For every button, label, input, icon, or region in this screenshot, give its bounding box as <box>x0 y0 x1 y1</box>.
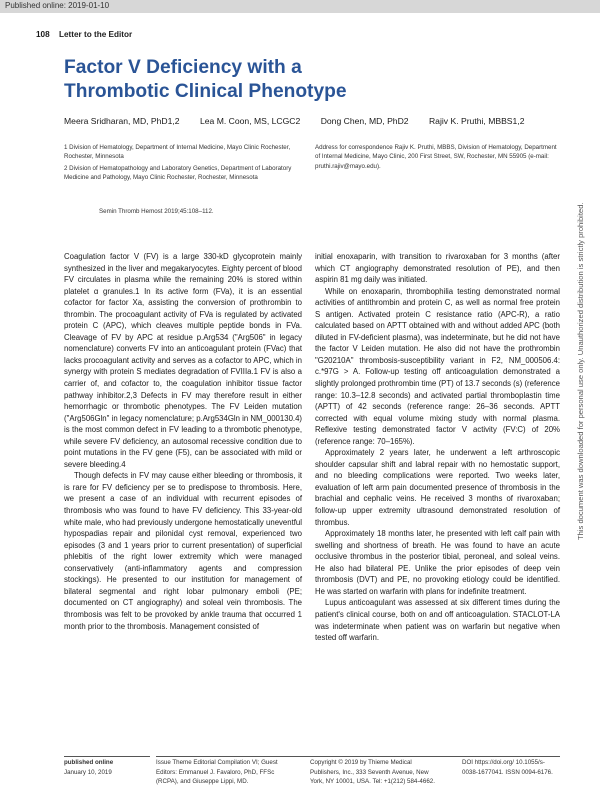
affiliations <box>64 143 302 185</box>
footer-rule <box>64 756 150 757</box>
paragraph: While on enoxaparin, thrombophilia testing demonstrated normal activities of antithrombin and protein C, as well as normal free protein S antigen. Activated protein C resistance ratio (APC-R), a ratio calculated based on APTT obtained with and without added APC (both diluted in FV-deficient plasma), was indeterminate, but he did not have the factor V Leiden mutation. He also did not have the prothrombin "G20210A" thrombosis-susceptibility variant in F2, NM_000506.4: c.*97G > A. Follow-up testing off anticoagulation demonstrated a slightly prolonged prothrombin time (PT) of 13.7 seconds (s) (reference range: 10.3–12.8 seconds) and activated partial thromboplastin time (APTT) of 42 seconds (reference range: 26–36 seconds. APTT corrected with equal volume mixing study with normal plasma. Reflexive testing demonstrated factor V activity (FV:C) of 20% (reference range: 70–165%). <box>315 286 560 446</box>
paragraph: Lupus anticoagulant was assessed at six different times during the patient's clinical course, both on and off anticoagulation. STACLOT-LA was indeterminate when patient was on warfarin but negative when tested off warfarin. <box>315 598 560 643</box>
correspondence: Address for correspondence Rajiv K. Pruthi, MBBS, Division of Hematology, Department of Internal Medicine, Mayo Clinic, 200 First Street, SW, Rochester, MN 55905 (e-mail: pruthi.rajiv@mayo.edu). <box>315 144 557 170</box>
footer-published <box>64 758 150 777</box>
author: Rajiv K. Pruthi, MBBS1,2 <box>428 116 525 126</box>
footer-copyright: Copyright © 2019 by Thieme Medical Publishers, Inc., 333 Seventh Avenue, New York, NY 10001, USA. Tel: +1(212) 584-4662. <box>310 759 435 786</box>
footer-issue: Issue Theme Editorial Compilation VI; Guest Editors: Emmanuel J. Favaloro, PhD, FFSc (RCPA), and Giuseppe Lippi, MD. <box>156 759 278 786</box>
footer-published-date: January 10, 2019 <box>64 768 112 776</box>
side-notice: This document was downloaded for personal use only. Unauthorized distribution is strictly prohibited. <box>576 202 585 540</box>
right-column <box>315 251 560 644</box>
paragraph: Though defects in FV may cause either bleeding or thrombosis, it is rare for FV deficiency per se to predispose to thrombosis. Here, we present a case of an individual with recurrent episodes of thrombosis who was found to have FV deficiency. This 33-year-old white male, who had previously undergone hemostatically uneventful hypospadias repair and pilonidal cyst removal, experienced two episodes (3 and 1 years prior to current presentation) of superficial phlebitis of the right lower extremity which were managed conservatively (anti-inflammatory agents and compression stockings). He presented to our institution for management of bilateral segmental and right lobar pulmonary emboli (PE; documented on CT angiography) and soleal vein thrombosis. The thrombosis was felt to be provoked by ankle trauma that occurred 1 month prior to the thrombosis. Management consisted of <box>64 471 302 631</box>
article-title: Factor V Deficiency with a Thrombotic Clinical Phenotype <box>64 57 347 102</box>
page-number: 108 <box>36 30 50 39</box>
citation: Semin Thromb Hemost 2019;45:108–112. <box>99 208 214 215</box>
running-header <box>36 30 132 39</box>
published-banner-text: Published online: 2019-01-10 <box>5 1 110 10</box>
paragraph: Coagulation factor V (FV) is a large 330-kD glycoprotein mainly synthesized in the liver and megakaryocytes. Eighty percent of blood FV circulates in plasma while the remaining 20% is stored within platelet α granules.1 In its active form (FVa), it is an essential cofactor for factor Xa, assisting the conversion of prothrombin to thrombin. The procoagulant activity of FVa is regulated by activated protein C (APC), which cleaves multiple peptide bonds in FVa. Cleavage of FV by APC at residue p.Arg534 ("Arg506" in legacy nomenclature) converts FV into an anticoagulant protein (FVac) that lacks procoagulant activity and serves as a cofactor to APC, which in synergy with protein S mediates degradation of FVIIIa.1 FV is also a carrier of, and cofactor to, the coagulation inhibitor tissue factor pathway inhibitor.2,3 Defects in FV may therefore result in either hemorrhagic or thrombotic phenotypes. The FV Leiden mutation ("Arg506Gln" in legacy nomenclature; p.Arg534Gln in NM_000130.4) is the most common defect in FV leading to a thrombotic phenotype, while severe FV deficiency, an autosomal recessive condition due to point mutations in the FV gene (F5), can be associated with mild or severe bleeding.4 <box>64 252 302 469</box>
author: Meera Sridharan, MD, PhD1,2 <box>64 116 180 126</box>
section-title: Letter to the Editor <box>58 30 133 39</box>
paragraph: initial enoxaparin, with transition to rivaroxaban for 3 months (after which CT angiography demonstrated resolution of PE), and then aspirin 81 mg daily was initiated. <box>315 252 560 285</box>
affiliation: 2 Division of Hematopathology and Laboratory Genetics, Department of Laboratory Medicine and Pathology, Mayo Clinic Rochester, Rochester, Minnesota <box>64 164 292 182</box>
footer-rule <box>156 756 560 757</box>
affiliation: 1 Division of Hematology, Department of Internal Medicine, Mayo Clinic Rochester, Rochester, Minnesota <box>64 144 291 161</box>
paragraph: Approximately 2 years later, he underwent a left arthroscopic shoulder capsular shift and labral repair with no hemostatic support, and no bleeding complications were reported. Two weeks later, evaluation of left arm pain documented presence of thrombosis in the brachial and cephalic veins. He received 3 months of rivaroxaban; follow-up upper extremity ultrasound demonstrated resolution of thrombus. <box>315 448 560 527</box>
footer-published-label: published online <box>64 759 114 766</box>
author-list <box>64 116 564 126</box>
published-banner <box>0 0 600 13</box>
author: Lea M. Coon, MS, LCGC2 <box>199 116 301 126</box>
footer-doi: DOI https://doi.org/ 10.1055/s-0038-1677041. ISSN 0094-6176. <box>462 759 553 776</box>
author: Dong Chen, MD, PhD2 <box>320 116 409 126</box>
paragraph: Approximately 18 months later, he presented with left calf pain with swelling and shortness of breath. He was found to have an acute occlusive thrombus in the posterior tibial, peroneal, and soleal veins. He also had bilateral PE. Unlike the prior episodes of deep vein thrombosis (DVT) and PE, no provoking etiology could be identified. He was started on warfarin with plans for indefinite treatment. <box>315 529 560 596</box>
left-column <box>64 251 302 632</box>
